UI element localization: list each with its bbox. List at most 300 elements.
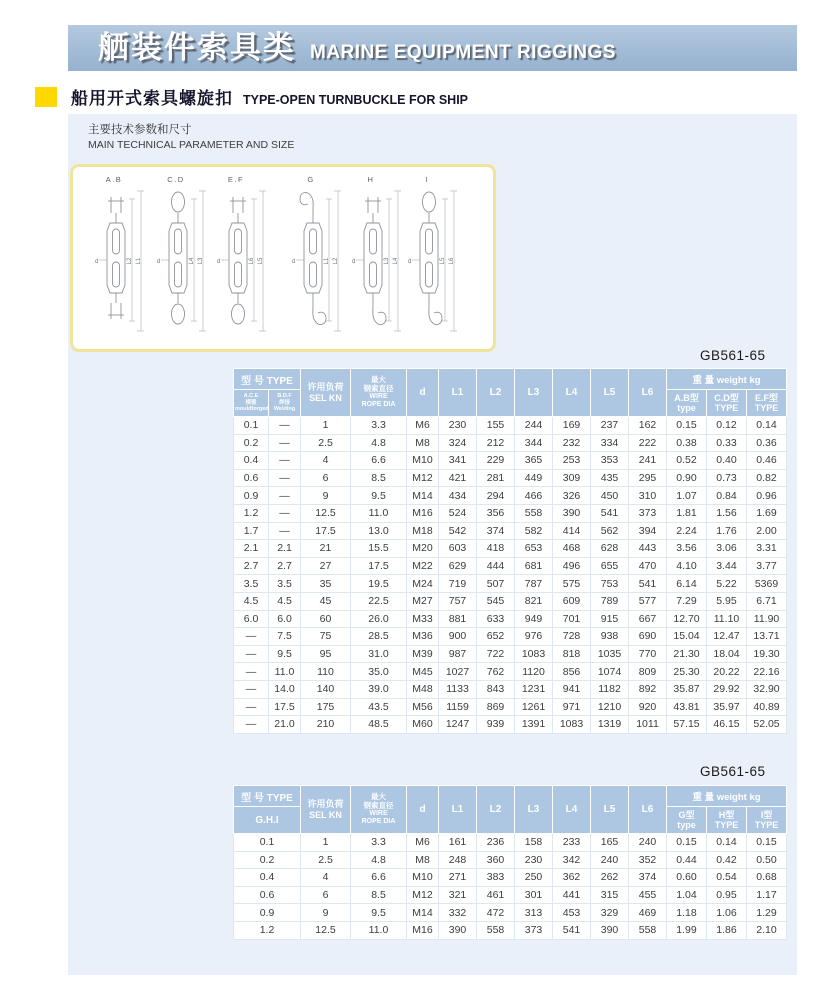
table-cell: 155 (477, 417, 515, 435)
table-cell: 1.29 (747, 904, 787, 922)
col-header-weight-ab: A.B型 type (667, 390, 707, 417)
table-cell: M6 (407, 417, 439, 435)
table-cell: 6.71 (747, 592, 787, 610)
table-cell: 472 (477, 904, 515, 922)
table-row (234, 904, 787, 922)
table-cell: 19.30 (747, 645, 787, 663)
table-cell: 25.30 (667, 663, 707, 681)
table-cell: 435 (591, 469, 629, 487)
table-cell: 315 (591, 886, 629, 904)
table-cell: 334 (591, 434, 629, 452)
table-cell: — (269, 522, 301, 540)
table-row (234, 540, 787, 558)
table-cell: 295 (629, 469, 667, 487)
figure-label: A.B (105, 175, 123, 184)
table-cell: 757 (439, 592, 477, 610)
table-cell: 455 (629, 886, 667, 904)
table-cell: 241 (629, 452, 667, 470)
table-cell: 240 (629, 834, 667, 852)
section-title-en: TYPE-OPEN TURNBUCKLE FOR SHIP (243, 93, 469, 107)
dim-label: L2 (333, 257, 339, 265)
col-header-l4: L4 (553, 786, 591, 834)
table-cell: 21.30 (667, 645, 707, 663)
table-row (234, 663, 787, 681)
spec-table-ghi (233, 785, 787, 940)
table-cell: 310 (629, 487, 667, 505)
table-row (234, 575, 787, 593)
table-cell: M60 (407, 716, 439, 734)
table-cell: 321 (439, 886, 477, 904)
table-cell: 1210 (591, 698, 629, 716)
table-cell: 1.86 (707, 921, 747, 939)
table-cell: 15.04 (667, 628, 707, 646)
table-cell: 2.1 (269, 540, 301, 558)
table-cell: 1.04 (667, 886, 707, 904)
table-cell: — (269, 452, 301, 470)
table-cell: 562 (591, 522, 629, 540)
table-cell: 1.07 (667, 487, 707, 505)
table-cell: 1.56 (707, 504, 747, 522)
standard-label-1: GB561-65 (700, 348, 766, 363)
table-cell: 542 (439, 522, 477, 540)
table-cell: 2.1 (234, 540, 269, 558)
table-cell: 210 (301, 716, 351, 734)
table-cell: 843 (477, 680, 515, 698)
table-cell: 230 (515, 851, 553, 869)
table-cell: 5.95 (707, 592, 747, 610)
table-cell: 75 (301, 628, 351, 646)
table-cell: M33 (407, 610, 439, 628)
table-cell: 12.70 (667, 610, 707, 628)
table-cell: 0.96 (747, 487, 787, 505)
table-cell: 414 (553, 522, 591, 540)
col-header-l1: L1 (439, 369, 477, 417)
table-cell: 915 (591, 610, 629, 628)
table-cell: 0.6 (234, 886, 301, 904)
table-cell: M24 (407, 575, 439, 593)
table-cell: 6 (301, 469, 351, 487)
table-cell: 11.90 (747, 610, 787, 628)
table-row (234, 698, 787, 716)
table-cell: 1182 (591, 680, 629, 698)
table-cell: 240 (591, 851, 629, 869)
table-cell: M45 (407, 663, 439, 681)
table-cell: 27 (301, 557, 351, 575)
table-cell: 394 (629, 522, 667, 540)
table-cell: 11.0 (351, 504, 407, 522)
table-cell: 301 (515, 886, 553, 904)
figure-label: C.D (167, 175, 185, 184)
table-cell: 26.0 (351, 610, 407, 628)
table-cell: 0.15 (667, 834, 707, 852)
table-cell: 818 (553, 645, 591, 663)
col-header-weight-ef: E.F型 TYPE (747, 390, 787, 417)
table-cell: 294 (477, 487, 515, 505)
table-cell: 35 (301, 575, 351, 593)
table-cell: 162 (629, 417, 667, 435)
table-cell: 6.6 (351, 869, 407, 887)
table-cell: 3.44 (707, 557, 747, 575)
table-cell: 344 (515, 434, 553, 452)
page-banner (68, 25, 797, 71)
table-cell: 0.2 (234, 434, 269, 452)
table-cell: 8.5 (351, 886, 407, 904)
table-cell: 17.5 (269, 698, 301, 716)
table-cell: 14.0 (269, 680, 301, 698)
table-cell: 690 (629, 628, 667, 646)
table-cell: 434 (439, 487, 477, 505)
table-cell: M20 (407, 540, 439, 558)
table-cell: 5.22 (707, 575, 747, 593)
table-row (234, 716, 787, 734)
table-cell: — (234, 628, 269, 646)
table-cell: 1.2 (234, 504, 269, 522)
table-cell: 1.81 (667, 504, 707, 522)
col-header-l4: L4 (553, 369, 591, 417)
col-header-weight-h: H型 TYPE (707, 807, 747, 834)
table-cell: 1133 (439, 680, 477, 698)
table-cell: 0.14 (707, 834, 747, 852)
table-cell: 212 (477, 434, 515, 452)
table-cell: 31.0 (351, 645, 407, 663)
table-cell: 0.4 (234, 452, 269, 470)
table-cell: 949 (515, 610, 553, 628)
table-cell: 1027 (439, 663, 477, 681)
table-cell: M56 (407, 698, 439, 716)
table-cell: M10 (407, 452, 439, 470)
table-cell: 507 (477, 575, 515, 593)
table-cell: 1231 (515, 680, 553, 698)
table-cell: 95 (301, 645, 351, 663)
table-cell: M8 (407, 434, 439, 452)
col-header-type-bdf: B.D.F 焊接 Welding (269, 390, 301, 417)
table-cell: 0.60 (667, 869, 707, 887)
table-cell: 6.14 (667, 575, 707, 593)
yellow-square-marker (35, 87, 57, 107)
figure-label: H (367, 175, 375, 184)
table-cell: 390 (553, 504, 591, 522)
col-header-l5: L5 (591, 786, 629, 834)
table-cell: 1.69 (747, 504, 787, 522)
col-header-l2: L2 (477, 369, 515, 417)
dim-label: d (292, 259, 296, 265)
table-cell: 329 (591, 904, 629, 922)
banner-title-zh: 舾装件索具类 (98, 30, 296, 65)
figure-ab-turnbuckle (85, 171, 147, 349)
table-cell: 3.5 (234, 575, 269, 593)
table-cell: 48.5 (351, 716, 407, 734)
table-cell: 40.89 (747, 698, 787, 716)
table-cell: 628 (591, 540, 629, 558)
table-cell: — (234, 663, 269, 681)
table-cell: 6.0 (269, 610, 301, 628)
table-cell: 1.76 (707, 522, 747, 540)
table-cell: 0.73 (707, 469, 747, 487)
spec-table-abcdef (233, 368, 787, 734)
table-cell: 161 (439, 834, 477, 852)
table-cell: 232 (553, 434, 591, 452)
table-cell: 0.46 (747, 452, 787, 470)
table-cell: 4.8 (351, 851, 407, 869)
table-cell: M10 (407, 869, 439, 887)
col-header-sel-kn: 许用负荷 SEL KN (301, 369, 351, 417)
table-cell: 12.5 (301, 504, 351, 522)
table-row (234, 645, 787, 663)
dim-label: L5 (440, 257, 446, 265)
table-cell: 453 (553, 904, 591, 922)
table-cell: 21.0 (269, 716, 301, 734)
standard-label-2: GB561-65 (700, 764, 766, 779)
table-cell: 175 (301, 698, 351, 716)
figure-cd-turnbuckle (147, 171, 209, 349)
table-cell: 45 (301, 592, 351, 610)
dim-label: L1 (324, 257, 330, 265)
table-cell: 169 (553, 417, 591, 435)
table-cell: 1120 (515, 663, 553, 681)
table-cell: 856 (553, 663, 591, 681)
table-cell: 332 (439, 904, 477, 922)
table-cell: 558 (629, 921, 667, 939)
table-cell: — (234, 645, 269, 663)
table-cell: 222 (629, 434, 667, 452)
table-cell: 466 (515, 487, 553, 505)
table-cell: 701 (553, 610, 591, 628)
table-cell: 809 (629, 663, 667, 681)
table-cell: 441 (553, 886, 591, 904)
figure-label: I (425, 175, 429, 184)
table-cell: 0.38 (667, 434, 707, 452)
table-row (234, 417, 787, 435)
table-cell: 603 (439, 540, 477, 558)
table-cell: M18 (407, 522, 439, 540)
table-cell: 35.97 (707, 698, 747, 716)
table-cell: 29.92 (707, 680, 747, 698)
col-header-l1: L1 (439, 786, 477, 834)
table-cell: 7.5 (269, 628, 301, 646)
table-cell: M14 (407, 487, 439, 505)
table-cell: 9 (301, 904, 351, 922)
table-cell: 0.9 (234, 904, 301, 922)
table-body (234, 417, 787, 734)
table-cell: 0.4 (234, 869, 301, 887)
table-cell: 341 (439, 452, 477, 470)
table-cell: 2.7 (234, 557, 269, 575)
table-cell: 11.0 (351, 921, 407, 939)
col-header-weight-g: G型 type (667, 807, 707, 834)
table-row (234, 434, 787, 452)
table-cell: 140 (301, 680, 351, 698)
table-cell: 0.15 (747, 834, 787, 852)
table-cell: M12 (407, 469, 439, 487)
table-cell: 1.17 (747, 886, 787, 904)
table-cell: 1011 (629, 716, 667, 734)
table-cell: 7.29 (667, 592, 707, 610)
table-cell: 28.5 (351, 628, 407, 646)
col-header-l6: L6 (629, 369, 667, 417)
banner-title-en: MARINE EQUIPMENT RIGGINGS (310, 42, 616, 63)
dim-label: L1 (136, 257, 142, 265)
table-cell: 326 (553, 487, 591, 505)
table-cell: 11.10 (707, 610, 747, 628)
table-cell: 3.3 (351, 834, 407, 852)
table-cell: 461 (477, 886, 515, 904)
figure-h-turnbuckle (342, 171, 404, 349)
table-cell: 762 (477, 663, 515, 681)
table-cell: 541 (629, 575, 667, 593)
figure-g-turnbuckle (282, 171, 344, 349)
table-cell: 0.82 (747, 469, 787, 487)
table-cell: 35.0 (351, 663, 407, 681)
table-cell: 2.5 (301, 851, 351, 869)
table-cell: 21 (301, 540, 351, 558)
figure-label: E.F (227, 175, 245, 184)
table-cell: 233 (553, 834, 591, 852)
table-cell: M16 (407, 921, 439, 939)
table-cell: 444 (477, 557, 515, 575)
subtitle-en: MAIN TECHNICAL PARAMETER AND SIZE (88, 139, 295, 151)
table-cell: 11.0 (269, 663, 301, 681)
table-cell: 17.5 (301, 522, 351, 540)
table-row (234, 886, 787, 904)
table-row (234, 921, 787, 939)
table-cell: 2.7 (269, 557, 301, 575)
table-cell: 0.15 (667, 417, 707, 435)
table-cell: 244 (515, 417, 553, 435)
table-cell: 1391 (515, 716, 553, 734)
table-row (234, 610, 787, 628)
table-cell: 324 (439, 434, 477, 452)
table-cell: 313 (515, 904, 553, 922)
col-header-l2: L2 (477, 786, 515, 834)
table-cell: 0.9 (234, 487, 269, 505)
table-cell: — (234, 716, 269, 734)
table-row (234, 680, 787, 698)
table-cell: 789 (591, 592, 629, 610)
table-row (234, 487, 787, 505)
col-header-d: d (407, 369, 439, 417)
table-cell: 1083 (553, 716, 591, 734)
table-cell: 35.87 (667, 680, 707, 698)
table-cell: 0.44 (667, 851, 707, 869)
table-cell: 12.47 (707, 628, 747, 646)
table-cell: 0.6 (234, 469, 269, 487)
table-cell: 0.36 (747, 434, 787, 452)
table-cell: 20.22 (707, 663, 747, 681)
dim-label: L6 (249, 257, 255, 265)
table-cell: 4.10 (667, 557, 707, 575)
table-cell: 1.7 (234, 522, 269, 540)
table-cell: — (269, 417, 301, 435)
table-cell: 900 (439, 628, 477, 646)
table-body (234, 834, 787, 940)
table-cell: 374 (629, 869, 667, 887)
table-cell: 450 (591, 487, 629, 505)
table-cell: M36 (407, 628, 439, 646)
table-cell: 1074 (591, 663, 629, 681)
table-cell: 558 (477, 921, 515, 939)
table-cell: 46.15 (707, 716, 747, 734)
dim-label: d (157, 259, 161, 265)
table-cell: 1035 (591, 645, 629, 663)
col-header-sel-kn: 许用负荷 SEL KN (301, 786, 351, 834)
dim-label: L3 (198, 257, 204, 265)
table-cell: — (269, 487, 301, 505)
table-cell: 2.00 (747, 522, 787, 540)
table-cell: 0.95 (707, 886, 747, 904)
table-cell: 0.68 (747, 869, 787, 887)
table-row (234, 557, 787, 575)
dim-label: L5 (258, 257, 264, 265)
col-header-wire-rope-dia: 最大 钢索直径 WIRE ROPE DIA (351, 786, 407, 834)
table-cell: 4 (301, 452, 351, 470)
table-cell: 728 (553, 628, 591, 646)
table-cell: 13.71 (747, 628, 787, 646)
col-header-l3: L3 (515, 786, 553, 834)
table-cell: — (234, 680, 269, 698)
table-cell: 470 (629, 557, 667, 575)
table-cell: 1.18 (667, 904, 707, 922)
table-cell: 469 (629, 904, 667, 922)
col-header-weight-i: I型 TYPE (747, 807, 787, 834)
dim-label: d (217, 259, 221, 265)
table-cell: 0.42 (707, 851, 747, 869)
table-cell: 17.5 (351, 557, 407, 575)
col-header-type-ghi: G.H.I (234, 807, 301, 834)
table-cell: 920 (629, 698, 667, 716)
section-title-zh: 船用开式索具螺旋扣 (71, 89, 233, 108)
table-cell: 8.5 (351, 469, 407, 487)
table-cell: — (269, 469, 301, 487)
table-cell: 374 (477, 522, 515, 540)
table-cell: 3.31 (747, 540, 787, 558)
table-cell: 2.24 (667, 522, 707, 540)
table-cell: 938 (591, 628, 629, 646)
table-cell: 362 (553, 869, 591, 887)
table-cell: 558 (515, 504, 553, 522)
table-cell: 3.06 (707, 540, 747, 558)
table-cell: 770 (629, 645, 667, 663)
table-cell: 2.10 (747, 921, 787, 939)
table-cell: 57.15 (667, 716, 707, 734)
dim-label: d (95, 259, 99, 265)
table-cell: 545 (477, 592, 515, 610)
table-cell: 892 (629, 680, 667, 698)
dim-label: L2 (127, 257, 133, 265)
table-cell: 373 (629, 504, 667, 522)
table-row (234, 452, 787, 470)
table-cell: 110 (301, 663, 351, 681)
table-cell: 939 (477, 716, 515, 734)
table-cell: 4 (301, 869, 351, 887)
table-header (234, 369, 787, 417)
table-cell: 655 (591, 557, 629, 575)
table-cell: 524 (439, 504, 477, 522)
table-cell: 262 (591, 869, 629, 887)
table-row (234, 834, 787, 852)
table-cell: 236 (477, 834, 515, 852)
col-header-weight-group: 重 量 weight kg (667, 786, 787, 807)
table-cell: 9.5 (351, 904, 407, 922)
table-cell: 468 (553, 540, 591, 558)
table-cell: 881 (439, 610, 477, 628)
figure-label: G (307, 175, 315, 184)
table-cell: 421 (439, 469, 477, 487)
table-cell: — (269, 504, 301, 522)
table-cell: 722 (477, 645, 515, 663)
table-cell: 633 (477, 610, 515, 628)
table-cell: — (234, 698, 269, 716)
table-cell: 6 (301, 886, 351, 904)
